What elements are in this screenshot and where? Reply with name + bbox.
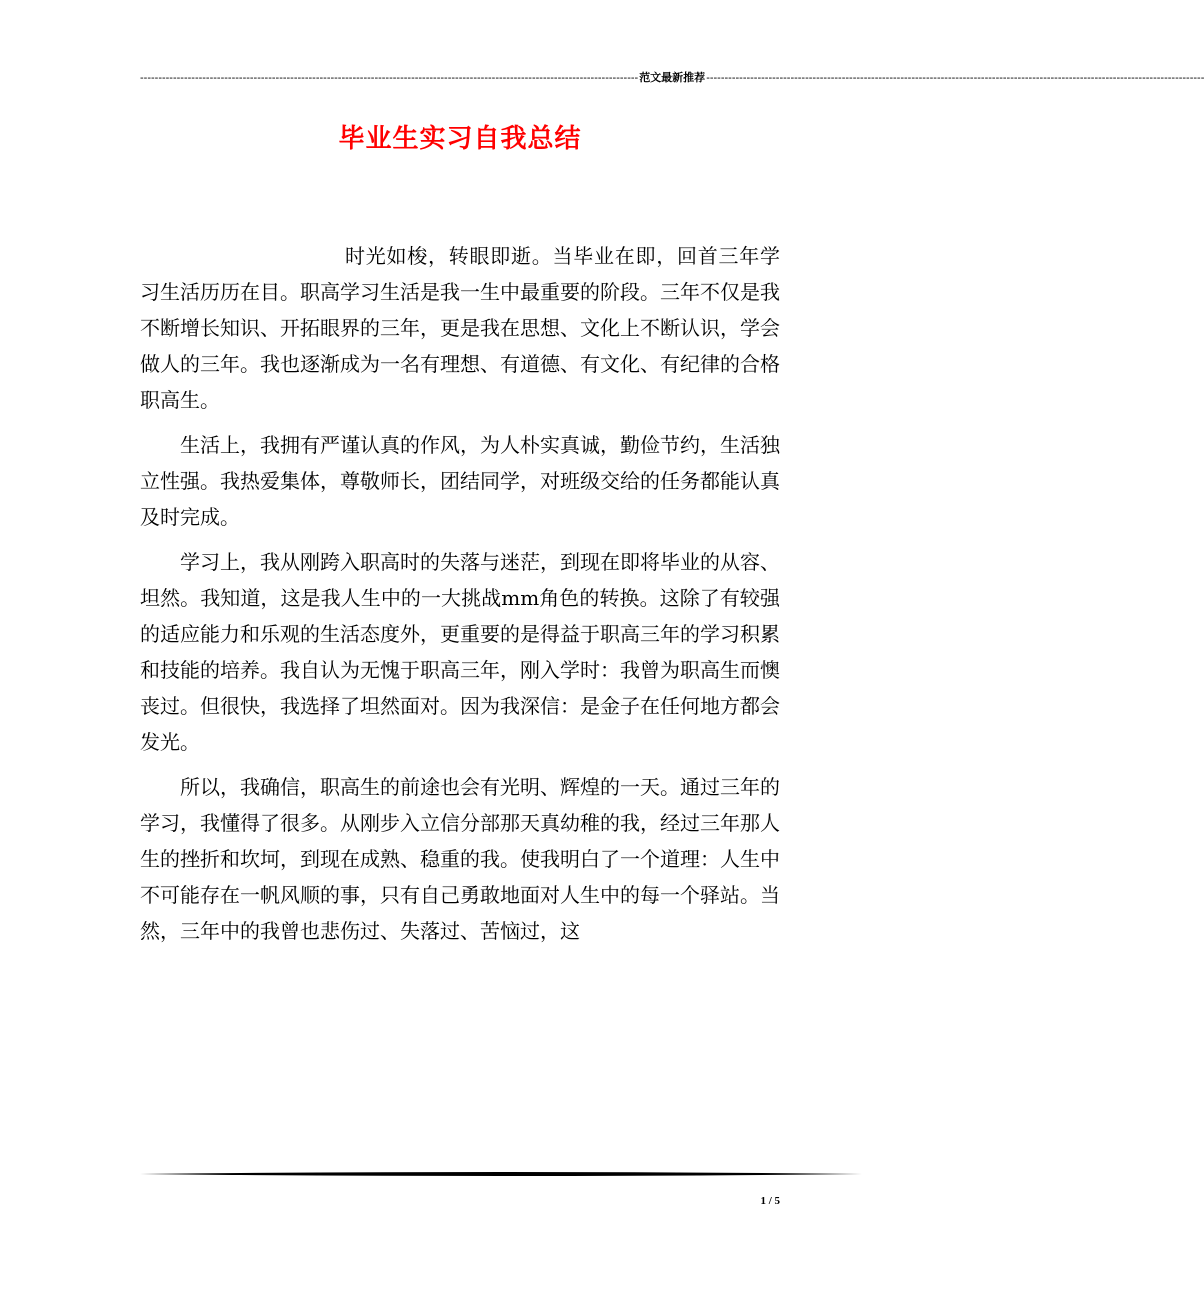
header-dash-left: ---------------------------------------------------------------------------------------------------------------------------------------- [140,72,639,84]
paragraph-2: 生活上，我拥有严谨认真的作风，为人朴实真诚，勤俭节约，生活独立性强。我热爱集体，尊敬师长，团结同学，对班级交给的任务都能认真及时完成。 [140,433,780,529]
paragraph-4: 所以，我确信，职高生的前途也会有光明、辉煌的一天。通过三年的学习，我懂得了很多。从刚步入立信分部那天真幼稚的我，经过三年那人生的挫折和坎坷，到现在成熟、稳重的我。使我明白了一个道理：人生中不可能存在一帆风顺的事，只有自己勇敢地面对人生中的每一个驿站。当然，三年中的我曾也悲伤过、失落过、苦恼过，这 [140,775,780,943]
page-header [140,68,1204,88]
page-number: 1 / 5 [760,1195,780,1207]
document-title: 毕业生实习自我总结 [338,124,582,154]
paragraph-1: 时光如梭，转眼即逝。当毕业在即，回首三年学习生活历历在目。职高学习生活是我一生中最重要的阶段。三年不仅是我不断增长知识、开拓眼界的三年，更是我在思想、文化上不断认识，学会做人的三年。我也逐渐成为一名有理想、有道德、有文化、有纪律的合格职高生。 [140,244,780,412]
document-body [140,238,780,958]
header-label: 范文最新推荐 [639,72,706,84]
footer-rule [140,1170,862,1178]
header-dash-right: ---------------------------------------------------------------------------------------------------------------------------------------- [706,72,1204,84]
paragraph-3: 学习上，我从刚跨入职高时的失落与迷茫，到现在即将毕业的从容、坦然。我知道，这是我人生中的一大挑战mm角色的转换。这除了有较强的适应能力和乐观的生活态度外，更重要的是得益于职高三年的学习积累和技能的培养。我自认为无愧于职高三年，刚入学时：我曾为职高生而懊丧过。但很快，我选择了坦然面对。因为我深信：是金子在任何地方都会发光。 [140,550,780,754]
